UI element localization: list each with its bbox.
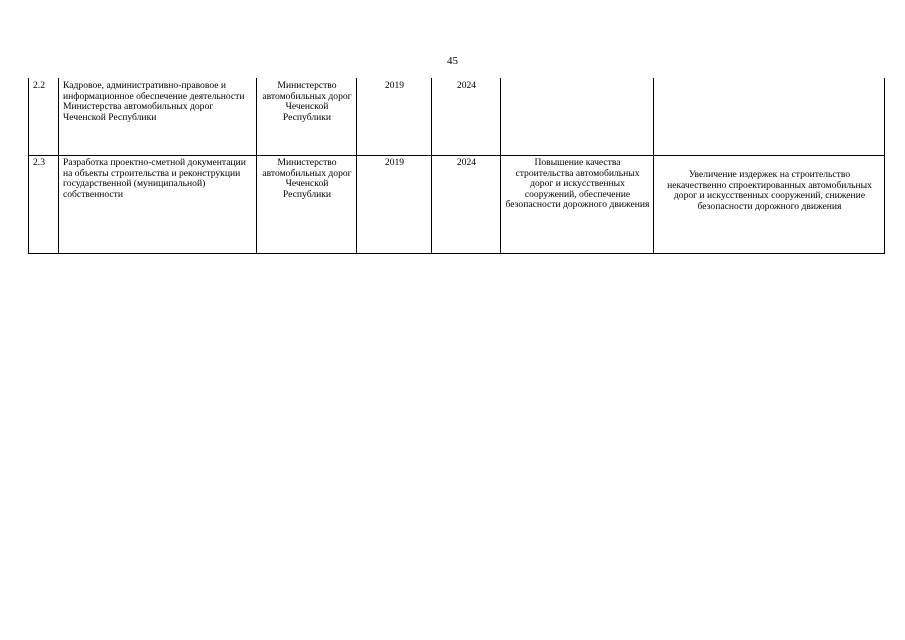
executor-cell: Министерство автомобильных дорог Чеченской Республики	[257, 78, 357, 156]
consequence-cell	[654, 78, 885, 156]
start-year-cell: 2019	[357, 156, 432, 254]
page-number: 45	[447, 55, 458, 67]
row-number-cell: 2.2	[29, 78, 59, 156]
measures-table	[28, 78, 885, 254]
executor-cell: Министерство автомобильных дорог Чеченской Республики	[257, 156, 357, 254]
measure-name-cell: Кадровое, административно-правовое и информационное обеспечение деятельности Министерства автомобильных дорог Чеченской Республики	[59, 78, 257, 156]
end-year-cell: 2024	[432, 156, 501, 254]
end-year-cell: 2024	[432, 78, 501, 156]
start-year-cell: 2019	[357, 78, 432, 156]
expected-result-cell: Повышение качества строительства автомобильных дорог и искусственных сооружений, обеспечение безопасности дорожного движения	[501, 156, 654, 254]
measure-name-cell: Разработка проектно-сметной документации на объекты строительства и реконструкции государственной (муниципальной) собственности	[59, 156, 257, 254]
table-row	[29, 156, 885, 254]
consequence-cell: Увеличение издержек на строительство некачественно спроектированных автомобильных дорог и искусственных сооружений, снижение безопасности дорожного движения	[654, 156, 885, 254]
expected-result-cell	[501, 78, 654, 156]
row-number-cell: 2.3	[29, 156, 59, 254]
table-row	[29, 78, 885, 156]
